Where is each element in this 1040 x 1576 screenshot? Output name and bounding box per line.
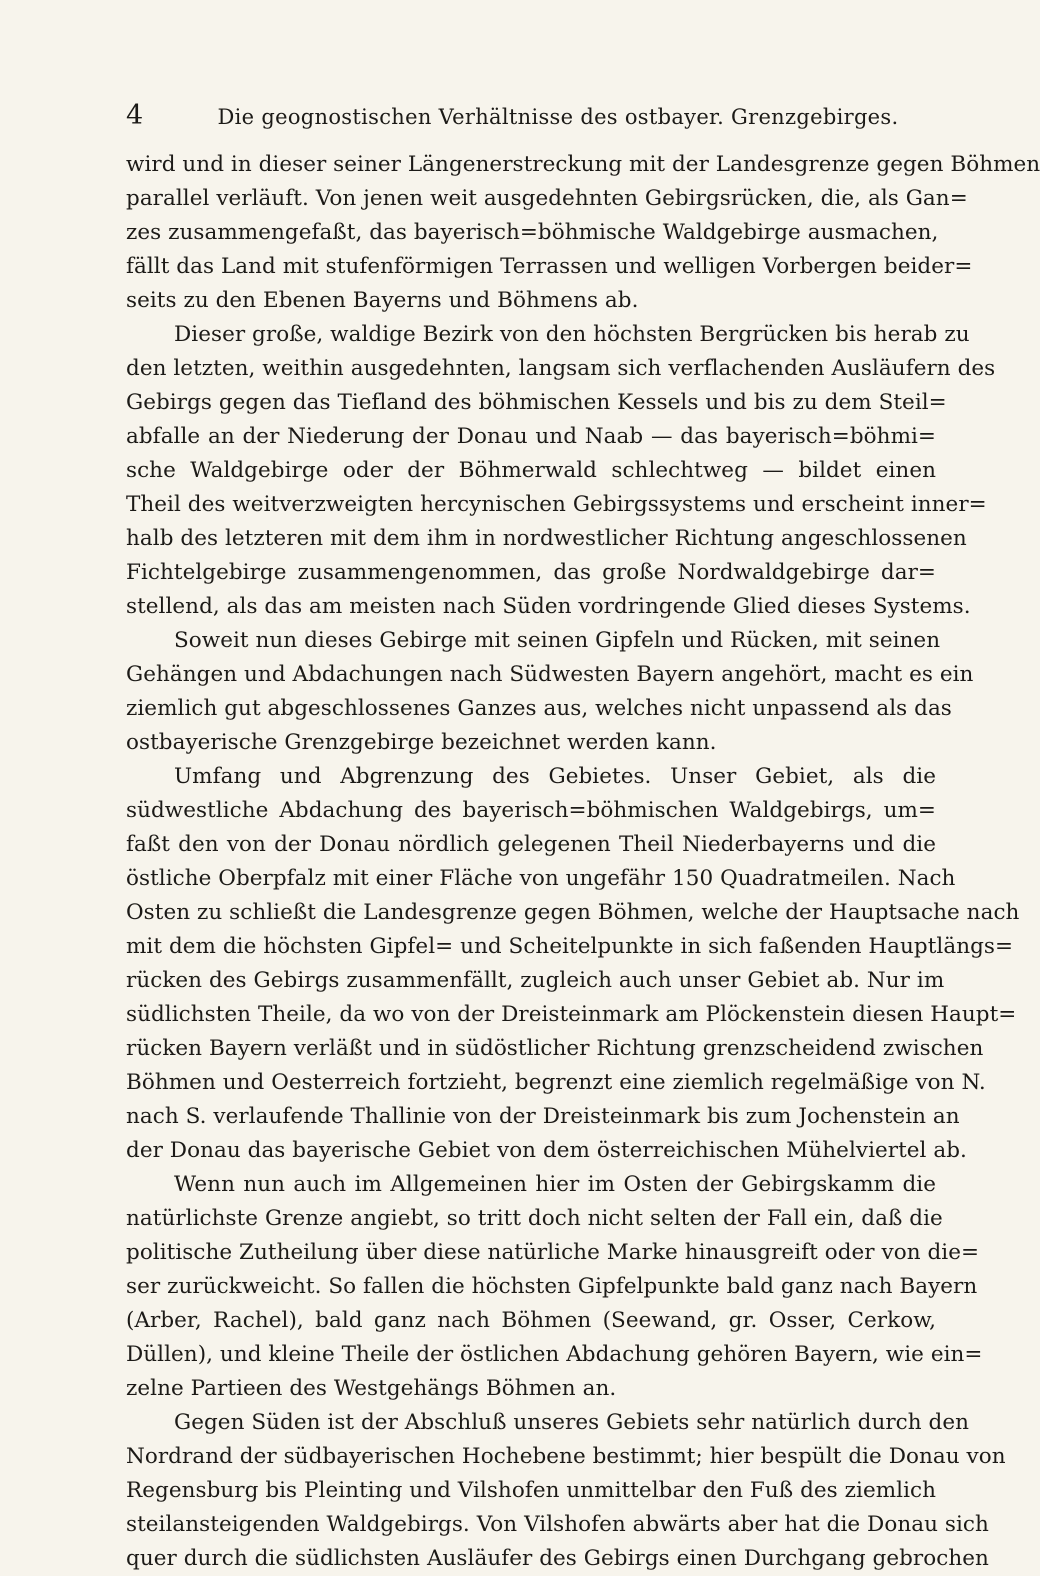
text-line: zelne Partieen des Westgehängs Böhmen an. [126, 1376, 617, 1401]
text-line: Gehängen und Abdachungen nach Südwesten Bayern angehört, macht es ein [126, 662, 974, 687]
text-line: (Arber, Rachel), bald ganz nach Böhmen (Seewand, gr. Osser, Cerkow, [126, 1308, 936, 1333]
text-line: Soweit nun dieses Gebirge mit seinen Gipfeln und Rücken, mit seinen [174, 628, 941, 653]
text-line: Fichtelgebirge zusammengenommen, das große Nordwaldgebirge dar= [126, 560, 936, 585]
text-line: Dieser große, waldige Bezirk von den höchsten Bergrücken bis herab zu [174, 322, 970, 347]
text-line: halb des letzteren mit dem ihm in nordwestlicher Richtung angeschlossenen [126, 526, 967, 551]
text-line: natürlichste Grenze angiebt, so tritt doch nicht selten der Fall ein, daß die [126, 1206, 943, 1231]
text-line: Umfang und Abgrenzung des Gebietes. Unser Gebiet, als die [174, 764, 936, 789]
text-line: zes zusammengefaßt, das bayerisch=böhmische Waldgebirge ausmachen, [126, 220, 939, 245]
text-line: ser zurückweicht. So fallen die höchsten Gipfelpunkte bald ganz nach Bayern [126, 1274, 978, 1299]
text-line: faßt den von der Donau nördlich gelegenen Theil Niederbayerns und die [126, 832, 936, 857]
text-line: mit dem die höchsten Gipfel= und Scheitelpunkte in sich faßenden Hauptlängs= [126, 934, 1014, 959]
page-header [126, 100, 930, 136]
text-line: politische Zutheilung über diese natürliche Marke hinausgreift oder von die= [126, 1240, 980, 1265]
text-line: ostbayerische Grenzgebirge bezeichnet werden kann. [126, 730, 717, 755]
text-line: Düllen), und kleine Theile der östlichen Abdachung gehören Bayern, wie ein= [126, 1342, 983, 1367]
running-title: Die geognostischen Verhältnisse des ostbayer. Grenzgebirges. [217, 105, 899, 129]
text-line: parallel verläuft. Von jenen weit ausgedehnten Gebirgsrücken, die, als Gan= [126, 186, 968, 211]
text-line: Gebirgs gegen das Tiefland des böhmischen Kessels und bis zu dem Steil= [126, 390, 947, 415]
text-line: Osten zu schließt die Landesgrenze gegen Böhmen, welche der Hauptsache nach [126, 900, 1020, 925]
text-line: südwestliche Abdachung des bayerisch=böhmischen Waldgebirgs, um= [126, 798, 936, 823]
text-line: den letzten, weithin ausgedehnten, langsam sich verflachenden Ausläufern des [126, 356, 996, 381]
text-line: stellend, als das am meisten nach Süden vordringende Glied dieses Systems. [126, 594, 971, 619]
text-line: Theil des weitverzweigten hercynischen Gebirgssystems und erscheint inner= [126, 492, 987, 517]
text-line: steilansteigenden Waldgebirgs. Von Vilshofen abwärts aber hat die Donau sich [126, 1512, 989, 1537]
text-line: Nordrand der südbayerischen Hochebene bestimmt; hier bespült die Donau von [126, 1444, 1006, 1469]
text-line: nach S. verlaufende Thallinie von der Dreisteinmark bis zum Jochenstein an [126, 1104, 960, 1129]
text-line: Gegen Süden ist der Abschluß unseres Gebiets sehr natürlich durch den [174, 1410, 970, 1435]
text-line: Böhmen und Oesterreich fortzieht, begrenzt eine ziemlich regelmäßige von N. [126, 1070, 986, 1095]
body-text [126, 148, 1040, 1576]
text-line: rücken des Gebirgs zusammenfällt, zugleich auch unser Gebiet ab. Nur im [126, 968, 945, 993]
text-line: der Donau das bayerische Gebiet von dem österreichischen Mühelviertel ab. [126, 1138, 967, 1163]
text-line: östliche Oberpfalz mit einer Fläche von ungefähr 150 Quadratmeilen. Nach [126, 866, 956, 891]
text-line: sche Waldgebirge oder der Böhmerwald schlechtweg — bildet einen [126, 458, 936, 483]
text-line: Wenn nun auch im Allgemeinen hier im Osten der Gebirgskamm die [174, 1172, 936, 1197]
text-line: seits zu den Ebenen Bayerns und Böhmens ab. [126, 288, 639, 313]
text-line: ziemlich gut abgeschlossenes Ganzes aus, welches nicht unpassend als das [126, 696, 952, 721]
text-line: Regensburg bis Pleinting und Vilshofen unmittelbar den Fuß des ziemlich [126, 1478, 936, 1503]
text-line: quer durch die südlichsten Ausläufer des Gebirgs einen Durchgang gebrochen [126, 1546, 989, 1571]
text-line: rücken Bayern verläßt und in südöstlicher Richtung grenzscheidend zwischen [126, 1036, 984, 1061]
text-line: südlichsten Theile, da wo von der Dreisteinmark am Plöckenstein diesen Haupt= [126, 1002, 1017, 1027]
text-line: abfalle an der Niederung der Donau und Naab — das bayerisch=böhmi= [126, 424, 936, 449]
page-number: 4 [126, 100, 144, 131]
text-line: fällt das Land mit stufenförmigen Terrassen und welligen Vorbergen beider= [126, 254, 973, 279]
text-line: wird und in dieser seiner Längenerstreckung mit der Landesgrenze gegen Böhmen [126, 152, 1040, 177]
